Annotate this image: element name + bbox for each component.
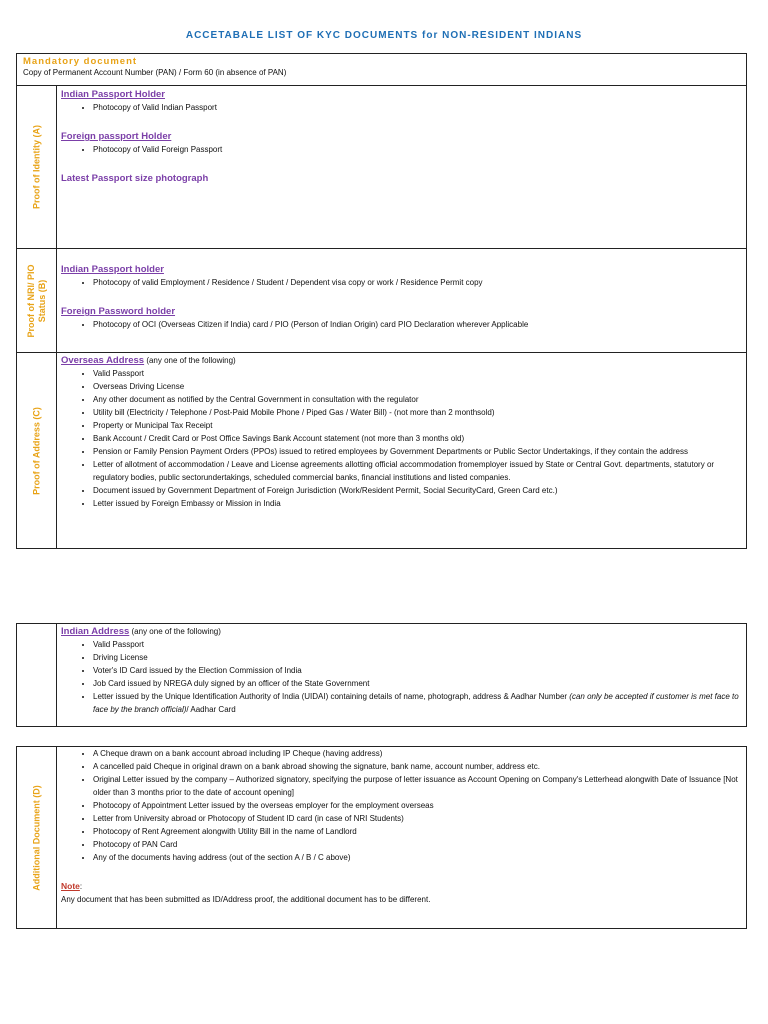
list-item: • Property or Municipal Tax Receipt [93, 419, 742, 432]
list-item: • Photocopy of Valid Indian Passport [93, 101, 742, 114]
list-item: • Driving License [93, 651, 742, 664]
list-item: • Any of the documents having address (out of the section A / B / C above) [93, 851, 742, 864]
nri-status-label-line1: Proof of NRI/ PIO [25, 264, 36, 337]
aadhaar-italic: (can only be accepted if customer is met face to face by the branch official) [93, 692, 739, 714]
list-item [93, 690, 742, 716]
mandatory-text: Copy of Permanent Account Number (PAN) / Form 60 (in absence of PAN) [23, 68, 287, 77]
note-label: Note [61, 881, 80, 891]
additional-list [61, 747, 742, 864]
nri-status-row [17, 248, 746, 352]
nri-status-content [61, 263, 742, 331]
note-colon: : [79, 882, 83, 891]
indian-address-suffix: (any one of the following) [129, 627, 221, 636]
list-item: • Valid Passport [93, 638, 742, 651]
indian-passport-holder-heading: Indian Passport holder [61, 264, 164, 275]
list-item: • A Cheque drawn on a bank account abroad including IP Cheque (having address) [93, 747, 742, 760]
indian-address-list [61, 638, 742, 716]
list-item: • Letter of allotment of accommodation / Leave and License agreements allotting official accommodation fromemployer issued by State or Central Govt. departments, statutory or regulatory bodies, public sectorundertakings, scheduled commercial banks, financial institutions and listed companies. [93, 458, 742, 484]
identity-row [17, 85, 746, 248]
foreign-holder-list [61, 318, 742, 331]
list-item: • Voter's ID Card issued by the Election Commission of India [93, 664, 742, 677]
mandatory-heading: Mandatory document [23, 56, 138, 67]
aadhaar-prefix: Letter issued by the Unique Identification Authority of India (UIDAI) containing details of name, photograph, address & Aadhar Number [93, 692, 570, 701]
address-side [17, 353, 57, 548]
foreign-passport-heading: Foreign passport Holder [61, 131, 172, 142]
list-item: • Original Letter issued by the company – Authorized signatory, specifying the purpose of letter issuance as Account Opening on Company's Letterhead alongwith Date of Issuance [Not older than 3 months prior to the date of account opening] [93, 773, 742, 799]
indian-address-heading: Indian Address [61, 626, 130, 637]
indian-passport-list [61, 101, 742, 114]
additional-content [61, 747, 742, 906]
nri-status-label [26, 264, 48, 337]
foreign-holder-heading: Foreign Password holder [61, 306, 176, 317]
indian-holder-list [61, 276, 742, 289]
nri-status-label-line2: Status (B) [36, 279, 47, 322]
indian-address-table [16, 623, 747, 727]
overseas-address-heading: Overseas Address [61, 355, 145, 366]
overseas-address-suffix: (any one of the following) [144, 356, 236, 365]
list-item: • Pension or Family Pension Payment Orders (PPOs) issued to retired employees by Government Departments or Public Sector Undertakings, if they contain the address [93, 445, 742, 458]
address-content [61, 354, 742, 510]
identity-label: Proof of Identity (A) [31, 125, 41, 209]
additional-table [16, 746, 747, 929]
list-item: • Letter from University abroad or Photocopy of Student ID card (in case of NRI Students) [93, 812, 742, 825]
identity-side [17, 86, 57, 248]
list-item: • Any other document as notified by the Central Government in consultation with the regulator [93, 393, 742, 406]
list-item: • Photocopy of Valid Foreign Passport [93, 143, 742, 156]
list-item: • A cancelled paid Cheque in original drawn on a bank abroad showing the signature, bank name, account number, address etc. [93, 760, 742, 773]
list-item: • Photocopy of Rent Agreement alongwith Utility Bill in the name of Landlord [93, 825, 742, 838]
list-item: • Job Card issued by NREGA duly signed by an officer of the State Government [93, 677, 742, 690]
identity-content [61, 88, 742, 185]
address-row [17, 352, 746, 548]
indian-address-side [17, 624, 57, 726]
list-item: • Letter issued by Foreign Embassy or Mission in India [93, 497, 742, 510]
list-item: • Utility bill (Electricity / Telephone / Post-Paid Mobile Phone / Piped Gas / Water Bill) - (not more than 2 monthsold) [93, 406, 742, 419]
additional-label: Additional Document (D) [31, 784, 41, 891]
foreign-passport-list [61, 143, 742, 156]
indian-address-content [61, 625, 742, 716]
list-item: • Photocopy of valid Employment / Residence / Student / Dependent visa copy or work / Residence Permit copy [93, 276, 742, 289]
photo-line: Latest Passport size photograph [61, 173, 209, 184]
mandatory-section [23, 56, 742, 79]
note-text: Any document that has been submitted as ID/Address proof, the additional document has to be different. [61, 895, 431, 904]
list-item: • Photocopy of PAN Card [93, 838, 742, 851]
list-item: • Document issued by Government Department of Foreign Jurisdiction (Work/Resident Permit, Social SecurityCard, Green Card etc.) [93, 484, 742, 497]
additional-side [17, 747, 57, 928]
aadhaar-suffix: / Aadhar Card [186, 705, 236, 714]
kyc-table [16, 53, 747, 549]
nri-status-side [17, 249, 57, 352]
address-label: Proof of Address (C) [31, 406, 41, 495]
list-item: • Photocopy of Appointment Letter issued by the overseas employer for the employment overseas [93, 799, 742, 812]
list-item: • Bank Account / Credit Card or Post Office Savings Bank Account statement (not more than 3 months old) [93, 432, 742, 445]
list-item: • Photocopy of OCI (Overseas Citizen if India) card / PIO (Person of Indian Origin) card PIO Declaration wherever Applicable [93, 318, 742, 331]
list-item: • Valid Passport [93, 367, 742, 380]
indian-passport-heading: Indian Passport Holder [61, 89, 165, 100]
list-item: • Overseas Driving License [93, 380, 742, 393]
page-title: ACCETABALE LIST OF KYC DOCUMENTS for NON-RESIDENT INDIANS [185, 30, 583, 41]
overseas-address-list [61, 367, 742, 510]
